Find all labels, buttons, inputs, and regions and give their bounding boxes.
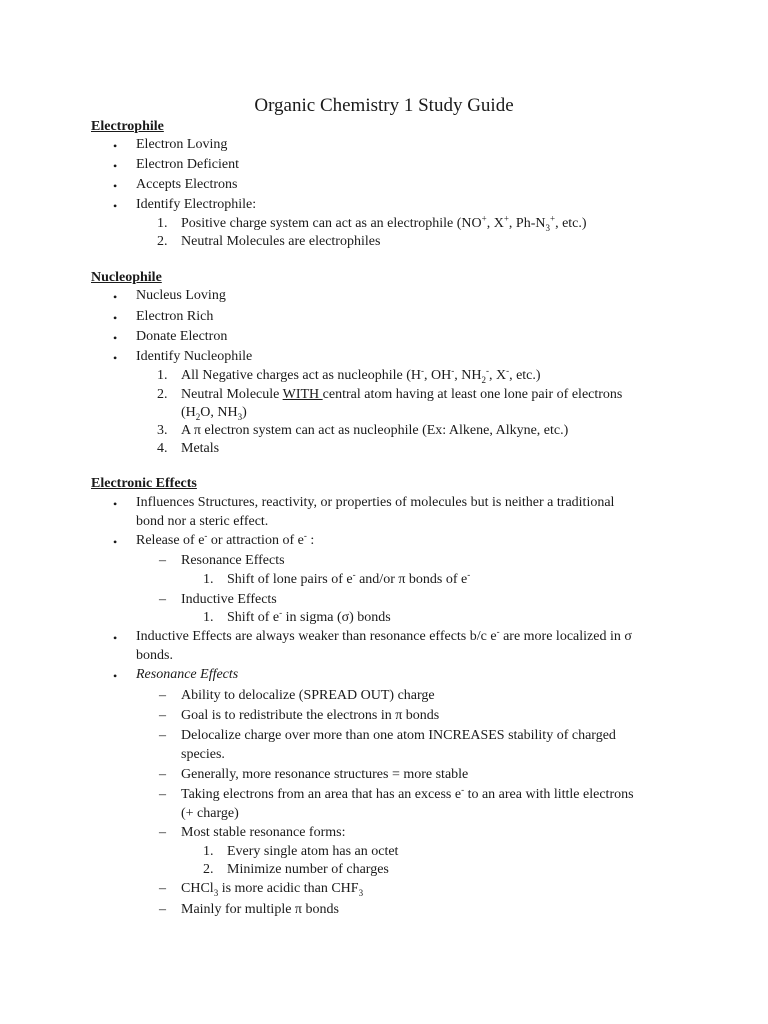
list-item-continuation: species. (181, 747, 225, 762)
list-item: Generally, more resonance structures = more stable (181, 767, 469, 782)
list-item: A π electron system can act as nucleophile (Ex: Alkene, Alkyne, etc.) (181, 423, 569, 438)
list-item: Positive charge system can act as an electrophile (NO+, X+, $Ph-N_3^+$, etc.) (181, 213, 587, 233)
list-item: Influences Structures, reactivity, or properties of molecules but is neither a traditional (136, 495, 615, 510)
list-item: All Negative charges act as nucleophile (H-, OH-, $NH_2^-$, X-, etc.) (181, 365, 541, 385)
list-item: Identify Nucleophile (136, 349, 253, 364)
list-item: Electron Rich (136, 309, 214, 324)
list-item: Identify Electrophile: (136, 197, 257, 212)
list-item: Resonance Effects (136, 667, 239, 682)
list-number: 3. (157, 423, 168, 438)
dash-icon: – (159, 708, 166, 723)
list-item-continuation: bond nor a steric effect. (136, 514, 269, 529)
list-number: 1. (203, 610, 214, 625)
list-number: 1. (157, 368, 168, 383)
bullet-icon: • (113, 535, 118, 549)
list-number: 1. (203, 572, 214, 587)
list-item: CHCl$_3$ is more acidic than $CHF_3$ (181, 881, 364, 898)
dash-icon: – (159, 592, 166, 607)
list-number: 4. (157, 441, 168, 456)
list-item: Resonance Effects (181, 553, 285, 568)
section-heading-nucleophile: Nucleophile (91, 270, 162, 285)
section-heading-electronic-effects: Electronic Effects (91, 476, 197, 491)
bullet-icon: • (113, 497, 118, 511)
list-item: Goal is to redistribute the electrons in π bonds (181, 708, 440, 723)
list-item: Neutral Molecule WITH central atom having at least one lone pair of electrons (181, 387, 623, 402)
bullet-icon: • (113, 179, 118, 193)
bullet-icon: • (113, 351, 118, 365)
list-item: Ability to delocalize (SPREAD OUT) charge (181, 688, 435, 703)
list-item-continuation: bonds. (136, 648, 173, 663)
page-title: Organic Chemistry 1 Study Guide (254, 95, 514, 116)
list-number: 2. (157, 387, 168, 402)
list-item: Taking electrons from an area that has an excess e- to an area with little electrons (181, 784, 634, 802)
dash-icon: – (159, 787, 166, 802)
list-number: 2. (157, 234, 168, 249)
list-item: Electron Deficient (136, 157, 240, 172)
list-item: Donate Electron (136, 329, 228, 344)
list-item: Inductive Effects are always weaker than resonance effects b/c e- are more localized in σ (136, 626, 632, 644)
list-item: Accepts Electrons (136, 177, 238, 192)
list-item: Electron Loving (136, 137, 228, 152)
bullet-icon: • (113, 159, 118, 173)
list-item: Release of e- or attraction of e- : (136, 530, 315, 548)
list-item: Mainly for multiple π bonds (181, 902, 339, 917)
dash-icon: – (159, 688, 166, 703)
dash-icon: – (159, 881, 166, 896)
list-item: Shift of e- in sigma (σ) bonds (227, 607, 391, 625)
list-number: 1. (157, 216, 168, 231)
bullet-icon: • (113, 290, 118, 304)
bullet-icon: • (113, 311, 118, 325)
list-number: 1. (203, 844, 214, 859)
list-item-continuation: ($H_2O$, $NH_3$) (181, 405, 247, 422)
section-heading-electrophile: Electrophile (91, 119, 164, 134)
bullet-icon: • (113, 669, 118, 683)
dash-icon: – (159, 825, 166, 840)
bullet-icon: • (113, 631, 118, 645)
list-number: 2. (203, 862, 214, 877)
list-item: Most stable resonance forms: (181, 825, 346, 840)
bullet-icon: • (113, 199, 118, 213)
list-item-continuation: (+ charge) (181, 806, 239, 821)
bullet-icon: • (113, 331, 118, 345)
list-item: Metals (181, 441, 220, 456)
dash-icon: – (159, 767, 166, 782)
list-item: Nucleus Loving (136, 288, 226, 303)
list-item: Every single atom has an octet (227, 844, 399, 859)
dash-icon: – (159, 553, 166, 568)
dash-icon: – (159, 728, 166, 743)
dash-icon: – (159, 902, 166, 917)
list-item: Minimize number of charges (227, 862, 389, 877)
bullet-icon: • (113, 139, 118, 153)
list-item: Neutral Molecules are electrophiles (181, 234, 381, 249)
list-item: Delocalize charge over more than one atom INCREASES stability of charged (181, 728, 616, 743)
list-item: Inductive Effects (181, 592, 277, 607)
list-item: Shift of lone pairs of e- and/or π bonds of e- (227, 569, 471, 587)
